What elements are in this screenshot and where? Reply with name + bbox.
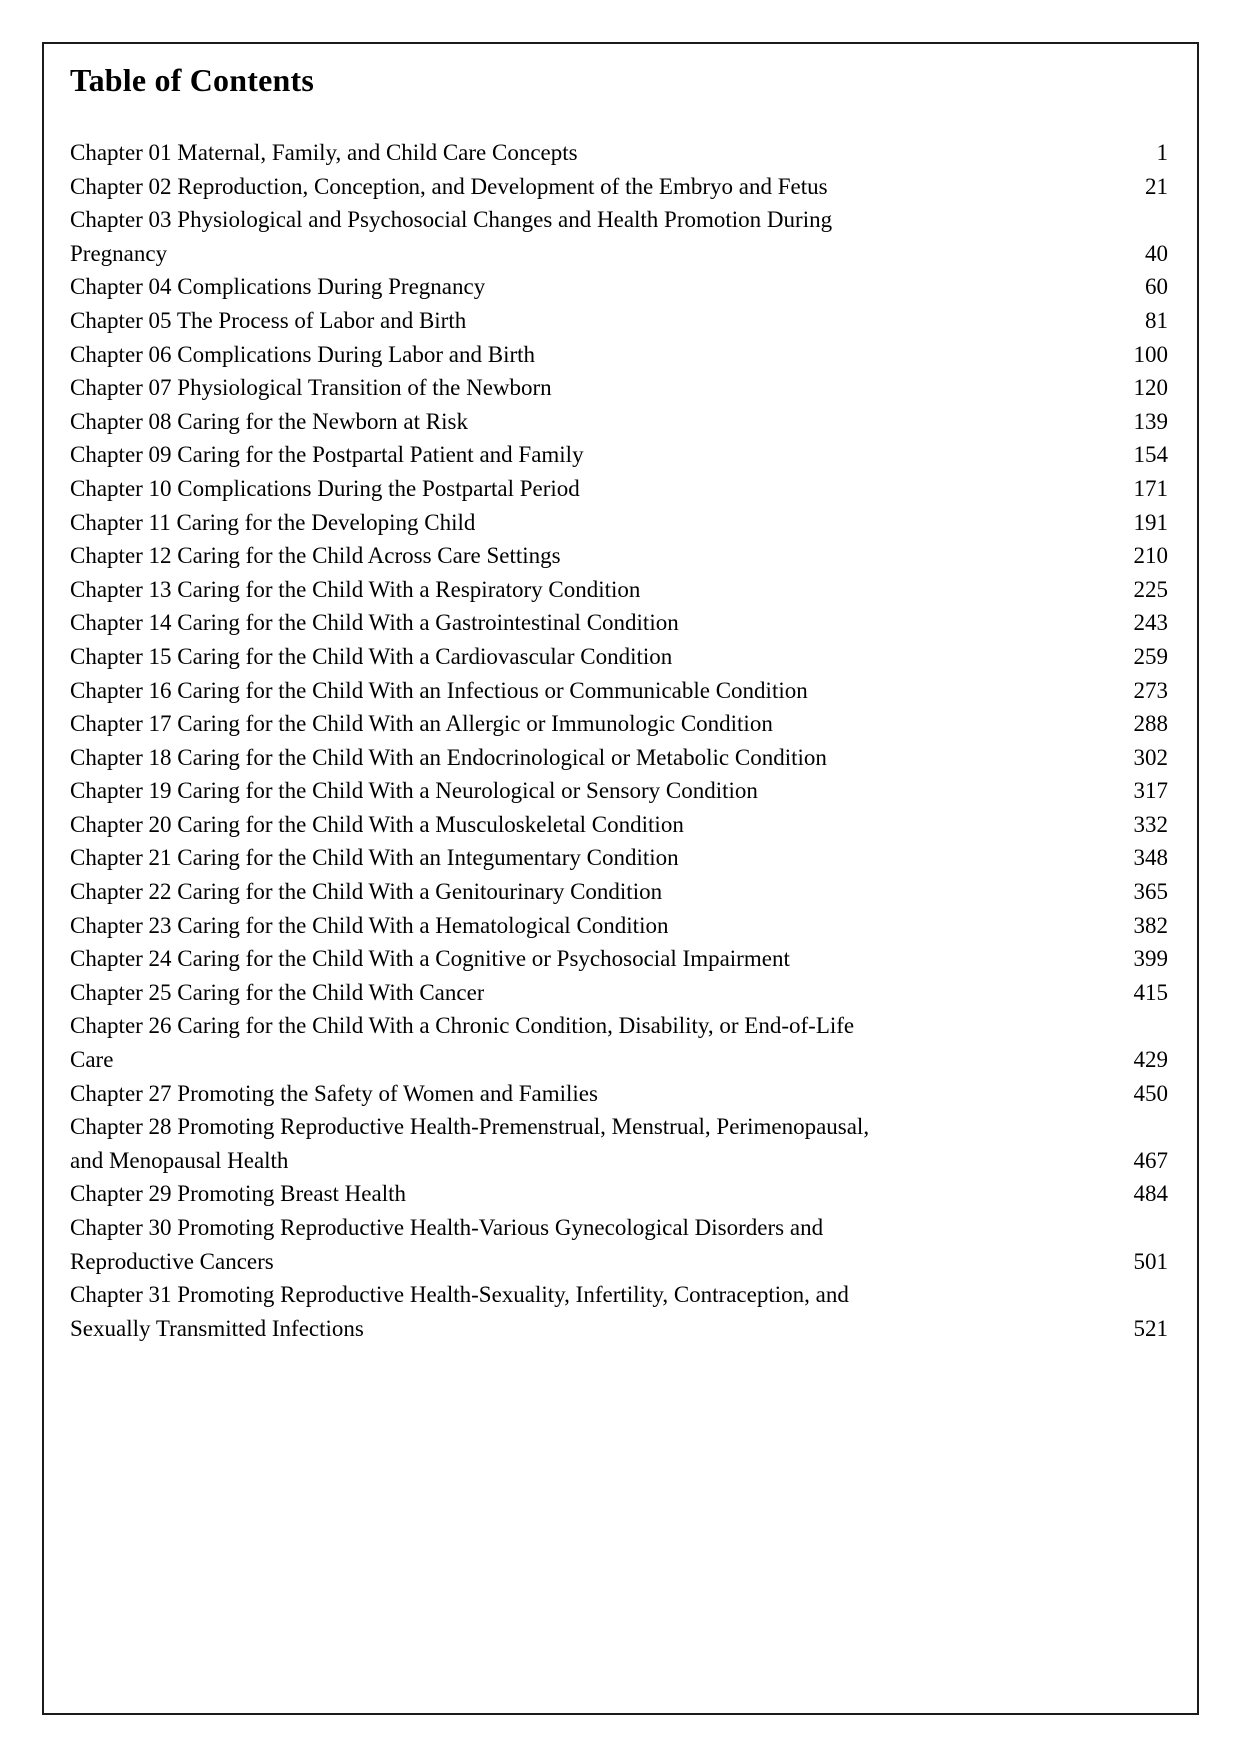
toc-page-number: 382 xyxy=(1133,912,1168,938)
toc-entry-text: Chapter 21 Caring for the Child With an Integumentary Condition xyxy=(70,845,679,871)
toc-line xyxy=(70,304,1168,338)
toc-line xyxy=(70,405,1168,439)
toc-entry-text: Chapter 12 Caring for the Child Across Care Settings xyxy=(70,543,561,569)
toc-line xyxy=(70,1312,1168,1346)
toc-line xyxy=(70,1211,1168,1245)
toc-line xyxy=(70,1278,1168,1312)
toc-entry-text: Chapter 01 Maternal, Family, and Child Care Concepts xyxy=(70,140,578,165)
toc-page-number: 21 xyxy=(1145,173,1168,199)
toc-entry-text: Chapter 22 Caring for the Child With a Genitourinary Condition xyxy=(70,879,663,905)
toc-page-number: 484 xyxy=(1133,1181,1168,1207)
toc-line xyxy=(70,170,1168,204)
toc-line xyxy=(70,841,1168,875)
toc-entry-text: Chapter 24 Caring for the Child With a Cognitive or Psychosocial Impairment xyxy=(70,946,790,972)
toc-page-number: 317 xyxy=(1133,778,1168,804)
toc-entry-text: Chapter 13 Caring for the Child With a Respiratory Condition xyxy=(70,576,641,602)
toc-line xyxy=(70,371,1168,405)
toc-entry-text: Chapter 29 Promoting Breast Health xyxy=(70,1181,406,1207)
toc-entry-text: Chapter 09 Caring for the Postpartal Patient and Family xyxy=(70,442,584,468)
toc-line xyxy=(70,606,1168,640)
toc-page-number: 288 xyxy=(1133,711,1168,737)
toc-list xyxy=(70,136,1168,1345)
toc-page-number: 139 xyxy=(1133,408,1168,434)
toc-page-number: 273 xyxy=(1133,677,1168,703)
toc-line xyxy=(70,136,1168,170)
toc-line xyxy=(70,203,1168,237)
toc-line xyxy=(70,506,1168,540)
toc-page-number: 120 xyxy=(1133,375,1168,401)
toc-page-number: 191 xyxy=(1133,509,1168,535)
toc-entry-text: Chapter 08 Caring for the Newborn at Risk xyxy=(70,408,468,434)
toc-line xyxy=(70,741,1168,775)
toc-line xyxy=(70,270,1168,304)
toc-entry-text: Chapter 11 Caring for the Developing Child xyxy=(70,509,476,535)
toc-page-number: 450 xyxy=(1133,1080,1168,1106)
toc-page-number: 259 xyxy=(1133,643,1168,669)
toc-line xyxy=(70,1144,1168,1178)
toc-page-number: 399 xyxy=(1133,946,1168,972)
toc-page-number: 415 xyxy=(1133,979,1168,1005)
toc-page-number: 225 xyxy=(1133,576,1168,602)
toc-line xyxy=(70,640,1168,674)
toc-page-number: 332 xyxy=(1133,811,1168,837)
page-title: Table of Contents xyxy=(70,62,315,98)
toc-line xyxy=(70,438,1168,472)
toc-entry-text: Chapter 10 Complications During the Postpartal Period xyxy=(70,475,580,501)
toc-entry-text: Chapter 15 Caring for the Child With a Cardiovascular Condition xyxy=(70,643,673,669)
toc-entry-text: Pregnancy xyxy=(70,240,168,266)
toc-page-number: 348 xyxy=(1133,845,1168,871)
toc-entry-text: Chapter 30 Promoting Reproductive Health-Various Gynecological Disorders and xyxy=(70,1215,824,1240)
toc-entry-text: Chapter 26 Caring for the Child With a Chronic Condition, Disability, or End-of-Life xyxy=(70,1013,855,1039)
toc-entry-text: Chapter 05 The Process of Labor and Birth xyxy=(70,307,467,333)
toc-line xyxy=(70,976,1168,1010)
toc-line xyxy=(70,774,1168,808)
toc-line xyxy=(70,808,1168,842)
toc-page-number: 365 xyxy=(1133,879,1168,905)
toc-page-number: 171 xyxy=(1133,475,1168,501)
toc-entry-text: Chapter 16 Caring for the Child With an Infectious or Communicable Condition xyxy=(70,677,808,703)
toc-entry-text: Chapter 03 Physiological and Psychosocial Changes and Health Promotion During xyxy=(70,207,833,233)
toc-entry-text: Chapter 20 Caring for the Child With a Musculoskeletal Condition xyxy=(70,811,684,837)
toc-page-number: 429 xyxy=(1133,1047,1168,1073)
toc-entry-text: Chapter 04 Complications During Pregnancy xyxy=(70,274,486,300)
toc-entry-text: Chapter 17 Caring for the Child With an Allergic or Immunologic Condition xyxy=(70,711,773,737)
toc-line xyxy=(70,1245,1168,1279)
toc-page-number: 60 xyxy=(1145,274,1168,300)
toc-page-number: 302 xyxy=(1133,744,1168,770)
toc-entry-text: Chapter 06 Complications During Labor and Birth xyxy=(70,341,536,367)
toc-line xyxy=(70,472,1168,506)
toc-entry-text: Chapter 07 Physiological Transition of the Newborn xyxy=(70,375,552,401)
toc-page-number: 154 xyxy=(1133,442,1168,468)
toc-line xyxy=(70,942,1168,976)
toc-entry-text: Chapter 23 Caring for the Child With a Hematological Condition xyxy=(70,912,669,938)
toc-line xyxy=(70,237,1168,271)
toc-entry-text: Chapter 25 Caring for the Child With Cancer xyxy=(70,979,485,1005)
toc-page-number: 81 xyxy=(1145,307,1168,333)
toc-entry-text: Chapter 31 Promoting Reproductive Health-Sexuality, Infertility, Contraception, and xyxy=(70,1282,849,1308)
toc-line xyxy=(70,1009,1168,1043)
toc-page-number: 521 xyxy=(1133,1315,1168,1341)
toc-line xyxy=(70,1177,1168,1211)
toc-line xyxy=(70,1077,1168,1111)
toc-line xyxy=(70,707,1168,741)
toc-entry-text: and Menopausal Health xyxy=(70,1147,289,1173)
toc-entry-text: Chapter 28 Promoting Reproductive Health-Premenstrual, Menstrual, Perimenopausal, xyxy=(70,1114,870,1140)
toc-entry-text: Chapter 18 Caring for the Child With an Endocrinological or Metabolic Condition xyxy=(70,744,827,770)
toc-line xyxy=(70,1110,1168,1144)
toc-entry-text: Care xyxy=(70,1047,114,1073)
toc-entry-text: Reproductive Cancers xyxy=(70,1248,274,1274)
toc-page-number: 210 xyxy=(1133,543,1168,569)
toc-page-number: 243 xyxy=(1133,610,1168,636)
toc-entry-text: Chapter 19 Caring for the Child With a Neurological or Sensory Condition xyxy=(70,778,758,804)
toc-page-number: 501 xyxy=(1133,1248,1168,1274)
toc-page-number: 1 xyxy=(1156,140,1168,165)
toc-entry-text: Chapter 27 Promoting the Safety of Women and Families xyxy=(70,1080,598,1106)
toc-entry-text: Chapter 02 Reproduction, Conception, and Development of the Embryo and Fetus xyxy=(70,173,828,199)
toc-line xyxy=(70,875,1168,909)
toc-page-number: 467 xyxy=(1133,1147,1168,1173)
toc-page-number: 100 xyxy=(1133,341,1168,367)
toc-line xyxy=(70,674,1168,708)
toc-line xyxy=(70,539,1168,573)
toc-entry-text: Chapter 14 Caring for the Child With a Gastrointestinal Condition xyxy=(70,610,679,636)
toc-line xyxy=(70,573,1168,607)
toc-line xyxy=(70,338,1168,372)
toc-page-number: 40 xyxy=(1145,240,1168,266)
toc-line xyxy=(70,909,1168,943)
page-frame xyxy=(42,42,1199,1715)
toc-line xyxy=(70,1043,1168,1077)
toc-entry-text: Sexually Transmitted Infections xyxy=(70,1315,364,1341)
